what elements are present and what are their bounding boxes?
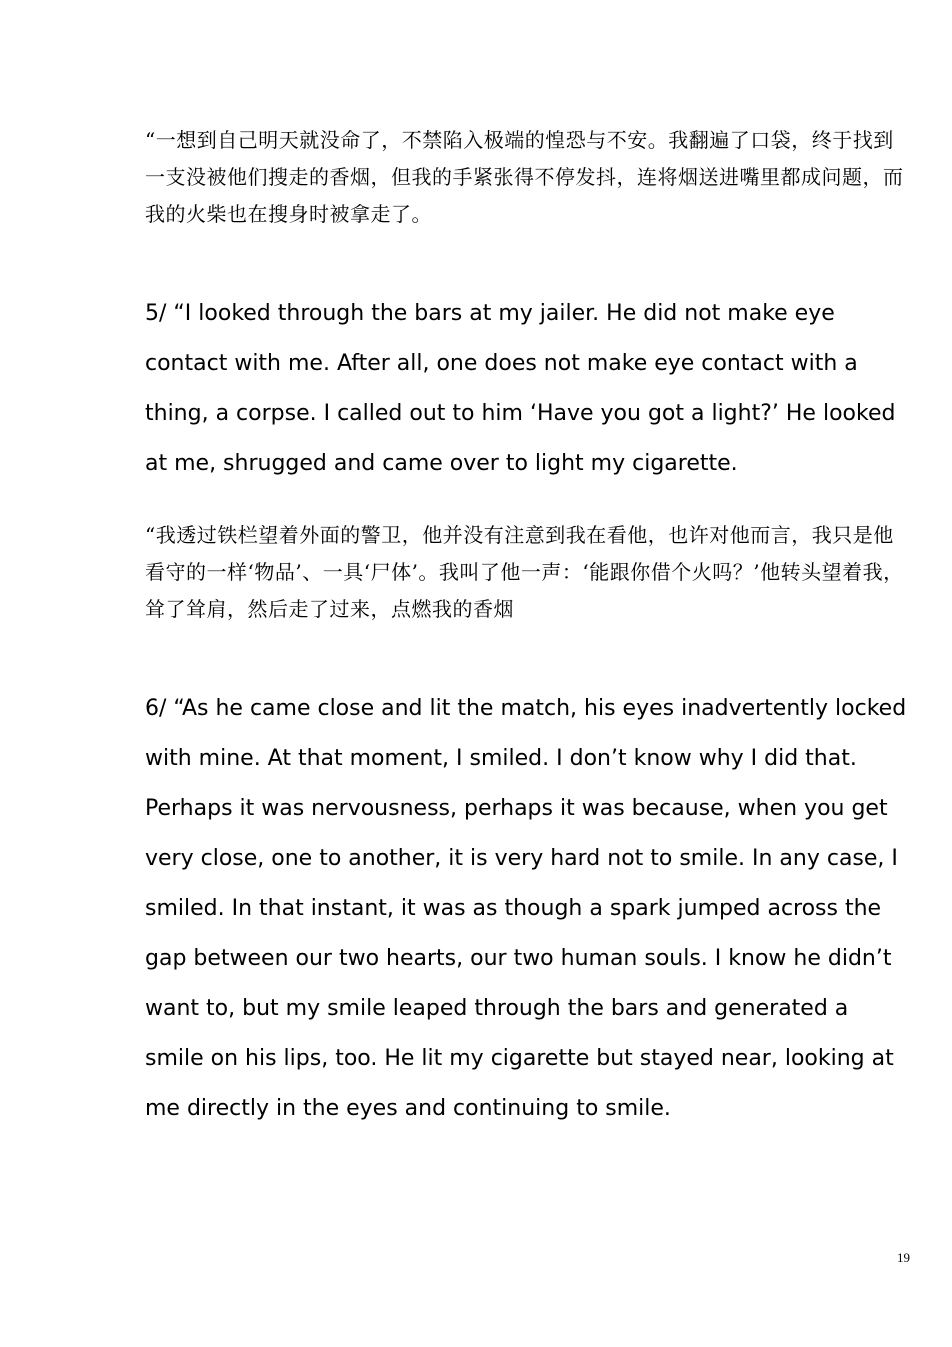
paragraph-chinese-5: “我透过铁栏望着外面的警卫，他并没有注意到我在看他，也许对他而言，我只是他看守的一样‘物品’、一具‘尸体’。我叫了他一声：‘能跟你借个火吗？’他转头望着我，耸了耸肩，然后走了过来，点燃我的香烟 [145,523,904,621]
page-number: 19 [897,1250,910,1265]
paragraph-english-6: 6/ “As he came close and lit the match, his eyes inadvertently locked with mine. At that moment, I smiled. I don’t know why I did that. Perhaps it was nervousness, perhaps it was because, when you get very close, one to another, it is very hard not to smile. In any case, I smiled. In that instant, it was as though a spark jumped across the gap between our two hearts, our two human souls. I know he didn’t want to, but my smile leaped through the bars and generated a smile on his lips, too. He lit my cigarette but stayed near, looking at me directly in the eyes and continuing to smile. [145,696,907,1121]
paragraph-chinese-1: “一想到自己明天就没命了，不禁陷入极端的惶恐与不安。我翻遍了口袋，终于找到一支没被他们搜走的香烟，但我的手紧张得不停发抖，连将烟送进嘴里都成问题，而我的火柴也在搜身时被拿走了。 [145,128,904,226]
paragraph-english-5: 5/ “I looked through the bars at my jailer. He did not make eye contact with me. After all, one does not make eye contact with a thing, a corpse. I called out to him ‘Have you got a light?’ He looked at me, shrugged and came over to light my cigarette. [145,301,896,476]
